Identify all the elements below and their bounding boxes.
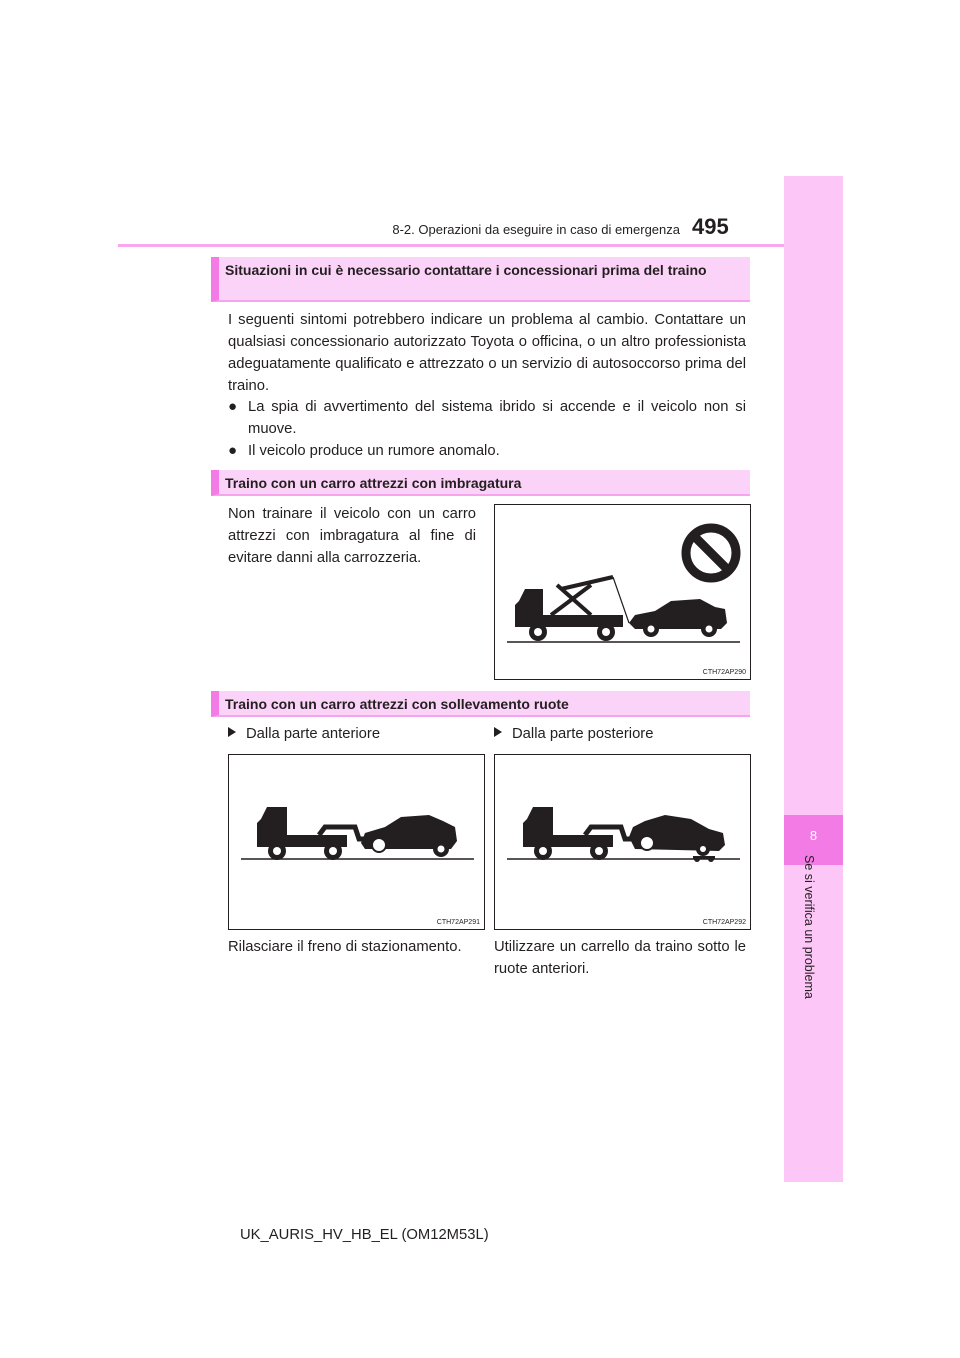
figure-code: CTH72AP291 — [436, 919, 480, 926]
list-item-text: La spia di avvertimento del sistema ibrido si accende e il veicolo non si muove. — [248, 399, 746, 437]
running-header: 8-2. Operazioni da eseguire in caso di emergenza — [392, 222, 680, 237]
figure-code: CTH72AP290 — [702, 669, 746, 676]
triangle-arrow-icon — [228, 727, 236, 737]
chapter-label: Se si verifica un problema — [802, 855, 816, 999]
triangle-arrow-icon — [494, 727, 502, 737]
front-tow-illustration — [229, 755, 484, 929]
subheading-text: Dalla parte anteriore — [246, 726, 381, 742]
bullet-dot-icon: ● — [228, 442, 238, 459]
sling-tow-illustration — [495, 505, 750, 679]
figure-caption-rear: Utilizzare un carrello da traino sotto le ruote anteriori. — [494, 939, 746, 977]
figure-wheel-lift-front — [228, 754, 485, 930]
page-number: 495 — [692, 214, 729, 239]
subheading-text: Dalla parte posteriore — [512, 726, 654, 742]
figure-code: CTH72AP292 — [702, 919, 746, 926]
figure-wheel-lift-rear — [494, 754, 751, 930]
rear-tow-illustration — [495, 755, 750, 929]
chapter-number: 8 — [809, 828, 818, 843]
prohibited-icon — [686, 528, 736, 578]
section-paragraph: Non trainare il veicolo con un carro attrezzi con imbragatura al fine di evitare danni alla carrozzeria. — [228, 506, 476, 566]
header-rule — [118, 244, 784, 247]
section-heading-wheel-lift-tow: Traino con un carro attrezzi con sollevamento ruote — [211, 691, 750, 717]
section-paragraph: I seguenti sintomi potrebbero indicare un problema al cambio. Contattare un qualsiasi concessionario autorizzato Toyota o officina, o un altro professionista adeguatamente qualificato e attrezzato o un servizio di autosoccorso prima del traino. — [228, 312, 746, 394]
list-item-text: Il veicolo produce un rumore anomalo. — [248, 443, 500, 459]
list-item — [228, 396, 746, 440]
subheading-front — [228, 723, 380, 745]
list-item — [228, 440, 746, 462]
figure-sling-tow-prohibited — [494, 504, 751, 680]
figure-caption-front: Rilasciare il freno di stazionamento. — [228, 939, 462, 955]
bullet-dot-icon: ● — [228, 398, 238, 415]
section-heading-sling-tow: Traino con un carro attrezzi con imbragatura — [211, 470, 750, 496]
subheading-rear — [494, 723, 653, 745]
document-code: UK_AURIS_HV_HB_EL (OM12M53L) — [240, 1227, 489, 1243]
section-heading-dealer-contact: Situazioni in cui è necessario contattare i concessionari prima del traino — [211, 257, 750, 302]
